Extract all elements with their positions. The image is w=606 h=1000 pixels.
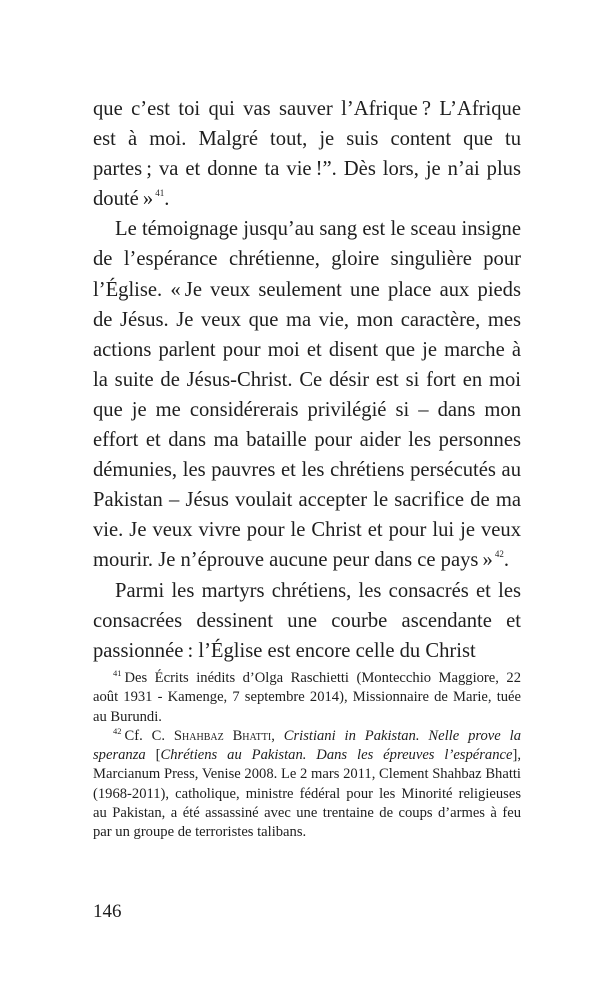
footnote-41-text: Des Écrits inédits d’Olga Raschietti (Montecchio Maggiore, 22 août 1931 - Kamenge, 7 septembre 2014), Missionnaire de Marie, tuée au Burundi. (93, 670, 521, 725)
footnotes (93, 669, 521, 843)
paragraph-1-text: que c’est toi qui vas sauver l’Afrique ? L’Afrique est à moi. Malgré tout, je suis content que tu partes ; va et donne ta vie !”. Dès lors, je n’ai plus douté » (93, 98, 521, 211)
footnote-42-bracket-open: [ (145, 747, 161, 764)
footnote-41-number: 41 (113, 668, 122, 678)
page-number: 146 (93, 901, 122, 922)
paragraph-2 (93, 214, 521, 575)
footnote-ref-41[interactable]: 41 (155, 188, 165, 199)
paragraph-1 (93, 94, 521, 214)
footnote-42 (93, 727, 521, 843)
footnote-42-rest: ], Marcianum Press, Venise 2008. Le 2 mars 2011, Clement Shahbaz Bhatti (1968-2011), catholique, ministre fédéral pour les Minorité religieuses au Pakistan, a été assassiné avec une trentaine de coups d’armes à feu par un groupe de terroristes talibans. (93, 747, 521, 841)
paragraph-2-text: Le témoignage jusqu’au sang est le sceau insigne de l’espérance chrétienne, gloire singulière pour l’Église. « Je veux seulement une place aux pieds de Jésus. Je veux que ma vie, mon caractère, mes actions parlent pour moi et disent que je marche à la suite de Jésus-Christ. Ce désir est si fort en moi que je me considérerais privilégié si – dans mon effort et dans ma bataille pour aider les personnes démunies, les pauvres et les chrétiens persécutés au Pakistan – Jésus voulait accepter le sacrifice de ma vie. Je veux vivre pour le Christ et pour lui je veux mourir. Je n’éprouve aucune peur dans ce pays » (93, 218, 521, 572)
paragraph-1-end: . (164, 188, 170, 211)
footnote-ref-42[interactable]: 42 (494, 549, 504, 560)
footnote-42-cf: Cf. C. (124, 727, 166, 744)
footnote-42-title: Cristiani in Pakistan. Nelle prove la speranza (93, 727, 522, 764)
footnote-42-author: Shahbaz Bhatti (173, 727, 272, 744)
footnote-42-number: 42 (113, 725, 122, 736)
paragraph-2-end: . (503, 549, 509, 572)
footnote-42-sep: , (271, 727, 284, 744)
page-body (93, 94, 521, 666)
footnote-42-translation: Chrétiens au Pakistan. Dans les épreuves l’espérance (160, 747, 513, 764)
paragraph-3: Parmi les martyrs chrétiens, les consacrés et les consacrées dessinent une courbe ascendante et passionnée : l’Église est encore celle du Christ (93, 579, 521, 662)
footnote-41 (93, 669, 521, 727)
